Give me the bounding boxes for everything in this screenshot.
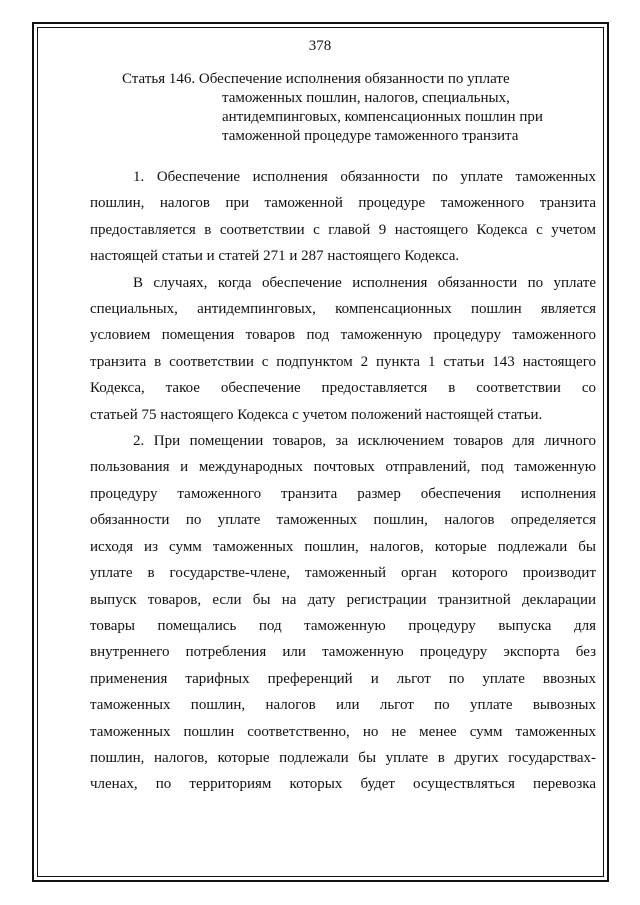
text-line: В случаях, когда обеспечение исполнения обязанности по уплате <box>133 274 596 291</box>
text-line: внутреннего потребления или таможенную процедуру экспорта без <box>90 644 596 661</box>
paragraph-1 <box>90 164 596 270</box>
text-line: исходя из сумм таможенных пошлин, налогов, которые подлежали бы <box>90 538 596 555</box>
text-line: 1. Обеспечение исполнения обязанности по уплате таможенных <box>133 169 596 185</box>
article-heading-line: Статья 146. Обеспечение исполнения обязанности по уплате <box>122 71 510 87</box>
text-line: условием помещения товаров под таможенную процедуру таможенного <box>90 327 596 344</box>
article-heading-line: таможенных пошлин, налогов, специальных, <box>222 90 510 106</box>
paragraph-2 <box>90 270 596 428</box>
text-line: специальных, антидемпинговых, компенсационных пошлин является <box>90 301 596 318</box>
text-line: членах, по территориям которых будет осуществляться перевозка <box>90 776 596 793</box>
text-line: Кодекса, такое обеспечение предоставляется в соответствии со <box>90 380 596 397</box>
page-number: 378 <box>308 38 332 54</box>
article-heading-line: таможенной процедуре таможенного транзита <box>222 128 519 144</box>
text-line: уплате в государстве-члене, таможенный орган которого производит <box>90 565 596 582</box>
article-heading <box>122 70 592 146</box>
text-line: транзита в соответствии с подпунктом 2 пункта 1 статьи 143 настоящего <box>90 353 596 370</box>
text-line: применения тарифных преференций и льгот по уплате ввозных <box>90 670 596 687</box>
article-heading-line: антидемпинговых, компенсационных пошлин при <box>222 109 543 125</box>
text-line: процедуру таможенного транзита размер обеспечения исполнения <box>90 485 596 502</box>
text-line: 2. При помещении товаров, за исключением товаров для личного <box>133 433 596 450</box>
text-line: пошлин, налогов, которые подлежали бы уплате в других государствах- <box>90 749 596 766</box>
text-line: настоящей статьи и статей 271 и 287 настоящего Кодекса. <box>90 248 460 265</box>
text-line: пошлин, налогов при таможенной процедуре таможенного транзита <box>90 195 596 212</box>
text-line: выпуск товаров, если бы на дату регистрации транзитной декларации <box>90 591 596 608</box>
text-line: пользования и международных почтовых отправлений, под таможенную <box>90 459 596 476</box>
text-line: обязанности по уплате таможенных пошлин, налогов определяется <box>90 512 596 529</box>
text-line: товары помещались под таможенную процедуру выпуска для <box>90 617 596 634</box>
article-body <box>90 164 596 798</box>
text-line: статьей 75 настоящего Кодекса с учетом положений настоящей статьи. <box>90 406 543 423</box>
text-line: таможенных пошлин соответственно, но не менее сумм таможенных <box>90 723 596 740</box>
text-line: таможенных пошлин, налогов или льгот по уплате вывозных <box>90 697 596 714</box>
paragraph-3 <box>90 428 596 798</box>
text-line: предоставляется в соответствии с главой 9 настоящего Кодекса с учетом <box>90 221 596 238</box>
